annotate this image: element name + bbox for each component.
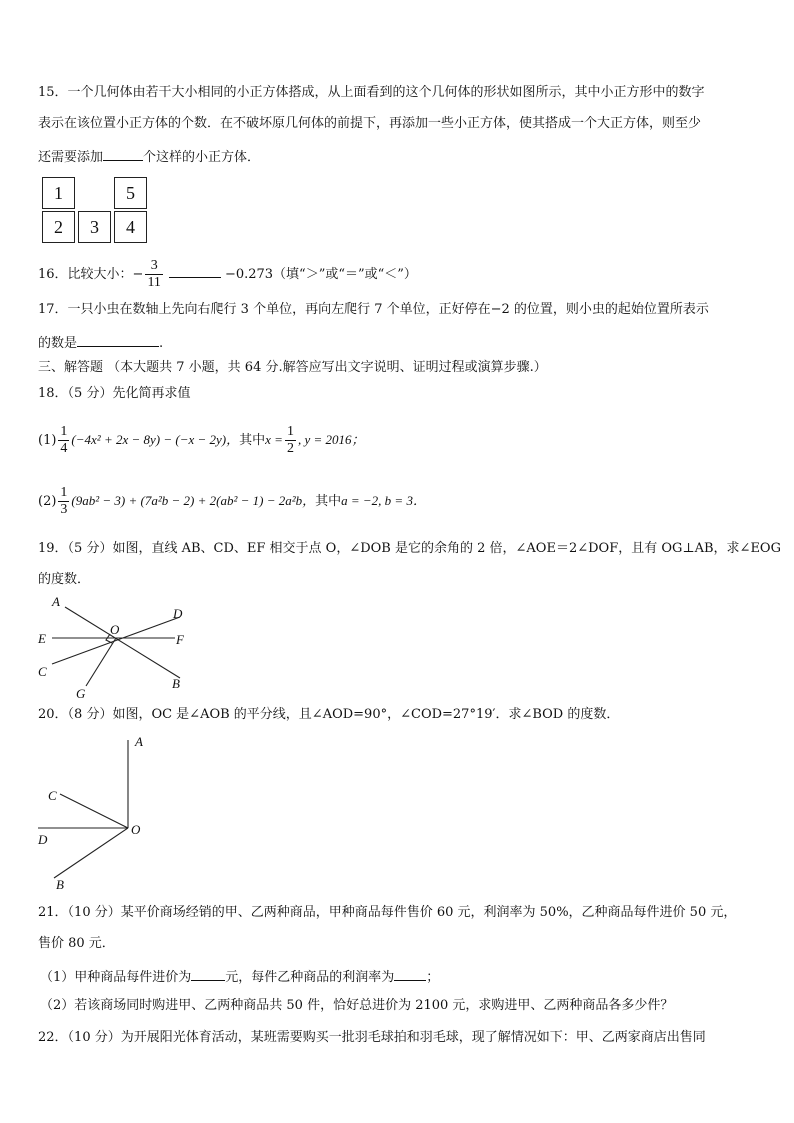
fraction-numerator: 1 [286,424,294,439]
label-b: B [172,676,180,691]
q19-line-2: 的度数． [38,572,91,587]
label-b: B [56,877,64,892]
line-og [86,638,116,686]
q18-p1-x-fraction [285,424,296,457]
q15-line-2: 表示在该位置小正方体的个数．在不破坏原几何体的前提下，再添加一些小正方体，使其搭成一个大正方体，则至少 [38,116,702,131]
label-a: A [52,594,60,609]
q16-denominator: 11 [147,275,161,290]
q16-answer-blank [169,263,221,278]
q17-text-b: . [159,336,164,351]
label-g: G [76,686,86,701]
label-c: C [38,664,47,679]
q18-p1-x: x = [265,432,283,447]
q16-mid-value: −0.273 [224,267,274,282]
q15-text-a: 还需要添加 [38,150,104,165]
q20-angle-figure [30,732,170,892]
q15-text-b: 个这样的小正方体． [143,150,261,165]
q18-part-1 [38,422,364,459]
q15-line-3 [38,146,260,167]
q18-p1-expression: (−4x² + 2x − 8y) − (−x − 2y)， [71,432,240,447]
grid-cell: 1 [42,177,75,209]
fraction-numerator: 1 [60,424,68,439]
q15-line-1: 15．一个几何体由若干大小相同的小正方体搭成，从上面看到的这个几何体的形状如图所示，其中小正方形中的数字 [38,85,705,100]
q16-fraction [145,258,162,291]
q17-line-2 [38,332,163,353]
section-3-heading: 三、解答题 （本大题共 7 小题，共 64 分.解答应写出文字说明、证明过程或演算步骤.） [38,360,547,375]
q22-line-1: 22．（10 分）为开展阳光体育活动，某班需要购买一批羽毛球拍和羽毛球，现了解情况如下：甲、乙两家商店出售同 [38,1030,706,1045]
line-ab [65,607,180,678]
label-d: D [38,832,48,847]
q21-line-2: 售价 80 元． [38,936,115,951]
grid-cell: 2 [42,211,75,243]
q19-lines-figure [30,592,230,704]
q17-text-a: 的数是 [38,336,78,351]
q21-s1-text-c: ； [426,970,440,985]
q16-line [38,258,417,291]
q15-answer-blank [103,146,143,161]
label-d: D [173,606,183,621]
q21-blank-rate [394,966,426,981]
q21-line-1: 21．（10 分）某平价商场经销的甲、乙两种商品，甲种商品每件售价 60 元，利润率为 50%，乙种商品每件进价 50 元， [38,905,737,920]
q19-line-1: 19．（5 分）如图，直线 AB、CD、EF 相交于点 O，∠DOB 是它的余角的 2 倍，∠AOE＝2∠DOF，且有 OG⊥AB，求∠EOG [38,541,781,556]
label-c: C [48,788,57,803]
label-e: E [38,631,46,646]
q16-prefix: 16．比较大小： [38,267,133,282]
q16-neg-sign: − [132,267,144,282]
fraction-denominator: 2 [286,441,294,456]
q21-sub-2: （2）若该商场同时购进甲、乙两种商品共 50 件，恰好总进价为 2100 元，求购进甲、乙两种商品各多少件？ [40,998,674,1013]
label-o: O [110,622,120,637]
ray-oc [60,794,128,828]
q18-p1-y: , y = 2016； [297,432,365,447]
label-a: A [135,734,143,749]
q21-sub-1 [40,966,439,987]
fraction-denominator: 3 [60,502,68,517]
label-f: F [176,632,184,647]
q18-p1-where: 其中 [239,433,266,448]
q18-p1-label: (1) [38,433,57,448]
q18-p2-where: 其中 [315,494,342,509]
q21-s1-text-a: （1）甲种商品每件进价为 [40,970,192,985]
q17-line-1: 17．一只小虫在数轴上先向右爬行 3 个单位，再向左爬行 7 个单位，正好停在−2 的位置，则小虫的起始位置所表示 [38,302,709,317]
q18-part-2 [38,483,426,520]
q18-title: 18．（5 分）先化简再求值 [38,386,191,401]
q18-p2-expression: (9ab² − 3) + (7a²b − 2) + 2(ab² − 1) − 2a²b， [71,493,316,508]
q16-suffix: （填“＞”或“＝”或“＜”） [273,267,417,282]
grid-cell: 4 [114,211,147,243]
q18-p2-fraction [58,485,69,518]
q18-p1-fraction [58,424,69,457]
ray-ob [54,828,128,878]
q18-p2-values: a = −2, b = 3． [341,493,426,508]
grid-cell: 5 [114,177,147,209]
q18-p2-label: (2) [38,494,57,509]
fraction-denominator: 4 [60,441,68,456]
q21-s1-text-b: 元，每件乙种商品的利润率为 [225,970,395,985]
label-o: O [131,822,141,837]
q20-line-1: 20．（8 分）如图，OC 是∠AOB 的平分线，且∠AOD=90°，∠COD=27°19′．求∠BOD 的度数． [38,707,620,722]
q16-numerator: 3 [145,258,162,275]
fraction-numerator: 1 [60,485,68,500]
grid-cell: 3 [78,211,111,243]
q17-answer-blank [77,332,159,347]
q21-blank-cost [191,966,225,981]
